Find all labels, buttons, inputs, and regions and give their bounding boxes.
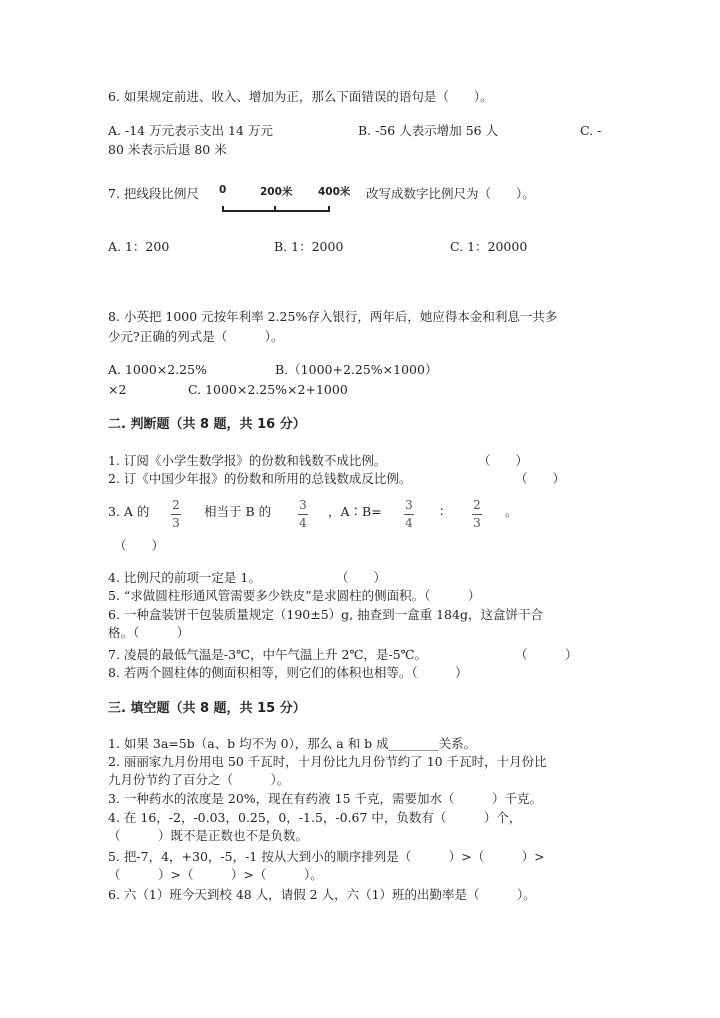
question-7: 7. 凌晨的最低气温是-3℃，中午气温上升 2℃，是-5℃。 (108, 647, 428, 662)
option-c: C. 1000×2.25%×2+1000 (188, 382, 348, 397)
option-c: C. 1：20000 (450, 239, 528, 254)
text: ∶ (440, 504, 444, 519)
question-stem: 7. 把线段比例尺 (108, 186, 199, 201)
option-b: B.（1000+2.25%×1000） (275, 362, 438, 377)
question-5: 5. 把-7，4，+30，-5，-1 按从大到小的顺序排列是（ ）>（ ）> (108, 849, 545, 864)
fraction (472, 499, 482, 530)
scale-label: 400米 (318, 186, 351, 198)
line-scale-figure (216, 184, 356, 214)
text: 3. A 的 (108, 504, 150, 519)
scale-tick (274, 206, 276, 211)
option-c-cont: 80 米表示后退 80 米 (108, 142, 227, 157)
question-6: 6. 六（1）班今天到校 48 人，请假 2 人，六（1）班的出勤率是（ ）。 (108, 887, 536, 902)
option-a: A. 1：200 (108, 239, 170, 254)
answer-blank[interactable]: （ ） (114, 538, 165, 553)
denominator: 3 (473, 516, 481, 530)
question-stem-suffix: 改写成数字比例尺为（ ）。 (366, 186, 535, 201)
option-b: B. -56 人表示增加 56 人 (358, 123, 499, 138)
question-6: 6. 一种盒装饼干包装质量规定（190±5）g, 抽查到一盒重 184g，这盒饼干合 (108, 607, 543, 622)
fraction (404, 499, 414, 530)
answer-blank[interactable]: （ ） (478, 453, 529, 468)
option-c: C. - (580, 123, 602, 138)
text: 相当于 B 的 (204, 504, 272, 519)
numerator: 3 (299, 498, 307, 512)
question-stem-cont: 少元?正确的列式是（ ）。 (108, 329, 284, 344)
fraction (171, 499, 181, 530)
fraction (298, 499, 308, 530)
denominator: 4 (405, 516, 413, 530)
question-4-cont: （ ）既不是正数也不是负数。 (108, 828, 309, 843)
question-2: 2. 订《中国少年报》的份数和所用的总钱数成反比例。 (108, 471, 412, 486)
question-2: 2. 丽丽家九月份用电 50 千瓦时，十月份比九月份节约了 10 千瓦时，十月份比 (108, 754, 547, 769)
text: 。 (505, 504, 518, 519)
question-2-cont: 九月份节约了百分之（ ）。 (108, 772, 290, 787)
question-5: 5. “求做圆柱形通风管需要多少铁皮”是求圆柱的侧面积。（ ） (108, 588, 481, 603)
scale-label: 0 (219, 184, 227, 196)
section-title: 二. 判断题（共 8 题，共 16 分） (108, 417, 306, 432)
option-a: A. -14 万元表示支出 14 万元 (108, 123, 273, 138)
text: ，A∶B= (328, 504, 382, 519)
numerator: 2 (473, 498, 481, 512)
question-1: 1. 如果 3a=5b（a、b 均不为 0），那么 a 和 b 成________关系。 (108, 736, 477, 751)
option-a: A. 1000×2.25% (108, 362, 207, 377)
scale-label: 200米 (260, 186, 293, 198)
denominator: 4 (299, 516, 307, 530)
denominator: 3 (172, 516, 180, 530)
question-4: 4. 在 16，-2，-0.03，0.25，0，-1.5，-0.67 中，负数有（ ）个， (108, 810, 522, 825)
numerator: 2 (172, 498, 180, 512)
option-b: B. 1：2000 (274, 239, 344, 254)
question-4: 4. 比例尺的前项一定是 1。 (108, 570, 261, 585)
answer-blank[interactable]: （ ） (515, 471, 566, 486)
answer-blank[interactable]: （ ） (515, 647, 578, 662)
question-stem: 8. 小英把 1000 元按年利率 2.25%存入银行，两年后，她应得本金和利息一共多 (108, 309, 558, 324)
question-5-cont: （ ）>（ ）>（ ）。 (108, 867, 323, 882)
question-stem: 6. 如果规定前进、收入、增加为正，那么下面错误的语句是（ ）。 (108, 89, 493, 104)
section-title: 三. 填空题（共 8 题，共 15 分） (108, 701, 306, 716)
question-1: 1. 订阅《小学生数学报》的份数和钱数不成比例。 (108, 453, 387, 468)
scale-line (222, 206, 330, 212)
answer-blank[interactable]: （ ） (336, 570, 387, 585)
numerator: 3 (405, 498, 413, 512)
question-8: 8. 若两个圆柱体的侧面积相等，则它们的体积也相等。（ ） (108, 665, 468, 680)
option-b-cont: ×2 (108, 382, 127, 397)
question-6-cont: 格。（ ） (108, 625, 190, 640)
question-3: 3. 一种药水的浓度是 20%，现在有药液 15 千克，需要加水（ ）千克。 (108, 791, 543, 806)
